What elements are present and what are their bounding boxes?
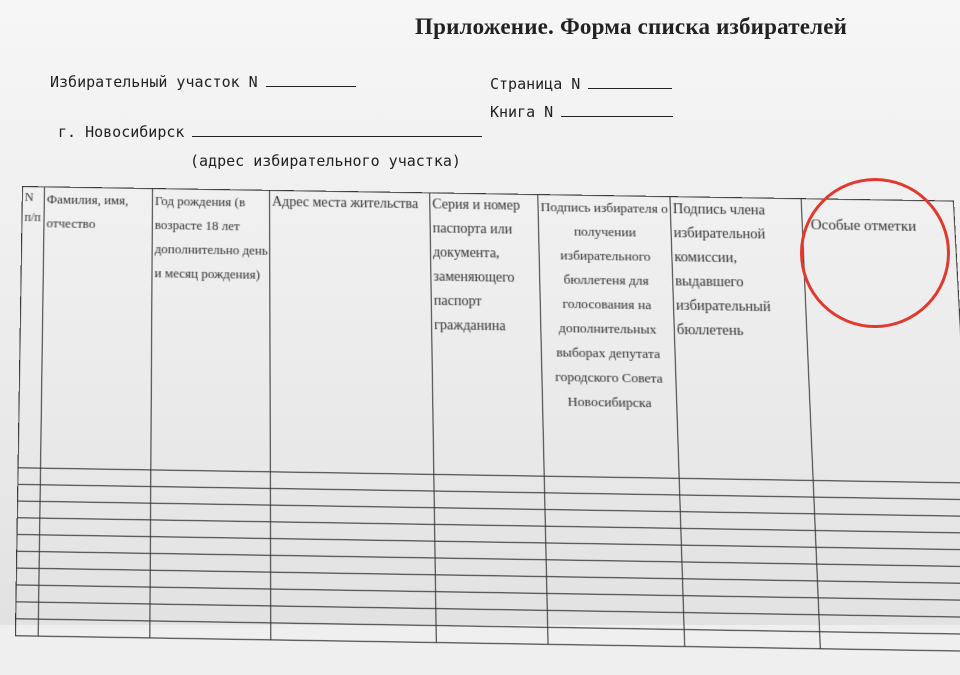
- table-cell: [434, 508, 545, 526]
- table-cell: [38, 619, 150, 638]
- book-number-blank: [561, 102, 673, 117]
- table-cell: [38, 602, 150, 621]
- city-label: г. Новосибирск: [58, 123, 185, 141]
- book-number-label: Книга N: [490, 103, 554, 121]
- header-special-notes: Особые отметки: [801, 199, 960, 483]
- table-cell: [40, 485, 151, 503]
- table-cell: [435, 575, 547, 594]
- table-cell: [434, 491, 545, 509]
- table-cell: [434, 474, 545, 492]
- document-title: Приложение. Форма списка избирателей: [415, 14, 848, 39]
- table-cell: [17, 501, 40, 518]
- book-number-field: [490, 102, 673, 121]
- table-cell: [151, 470, 271, 489]
- header-voter-signature: Подпись избирателя о получении избирательного бюллетеня для голосования на дополнительных выборах депутата городского Совета Новосибирска: [538, 195, 679, 479]
- table-cell: [15, 619, 38, 636]
- table-cell: [684, 630, 820, 649]
- table-cell: [16, 602, 39, 619]
- address-field: [58, 122, 482, 141]
- table-cell: [40, 468, 151, 486]
- table-cell: [546, 560, 682, 579]
- table-cell: [16, 551, 39, 568]
- address-blank: [192, 122, 482, 137]
- table-cell: [16, 568, 39, 585]
- table-cell: [17, 518, 40, 535]
- header-residence-address: Адрес места жительства: [270, 190, 434, 474]
- header-commission-signature: Подпись члена избирательной комиссии, выдавшего избирательный бюллетень: [670, 197, 813, 481]
- table-cell: [435, 541, 546, 560]
- table-cell: [39, 585, 150, 604]
- table-cell: [436, 626, 548, 645]
- table-cell: [40, 518, 151, 537]
- page-number-blank: [588, 74, 672, 89]
- table-cell: [548, 627, 685, 646]
- table-cell: [547, 577, 684, 596]
- table-cell: [39, 552, 150, 571]
- precinct-blank: [266, 72, 356, 87]
- table-cell: [435, 558, 546, 577]
- table-cell: [40, 501, 151, 519]
- red-circle-annotation: [800, 178, 950, 328]
- header-number: N п/п: [18, 187, 44, 469]
- table-cell: [150, 621, 271, 640]
- table-cell: [150, 587, 271, 606]
- table-cell: [547, 593, 684, 612]
- table-cell: [151, 503, 271, 522]
- address-caption: (адрес избирательного участка): [190, 152, 461, 170]
- table-cell: [150, 520, 270, 539]
- table-cell: [682, 562, 818, 581]
- table-cell: [39, 535, 150, 554]
- table-cell: [16, 585, 39, 602]
- table-cell: [150, 553, 270, 572]
- table-cell: [435, 524, 546, 543]
- table-cell: [18, 484, 41, 501]
- table-cell: [150, 537, 270, 556]
- table-cell: [684, 613, 820, 632]
- precinct-field: [50, 72, 356, 91]
- table-cell: [683, 596, 819, 615]
- page-number-field: [490, 74, 672, 93]
- table-cell: [151, 487, 271, 506]
- page-number-label: Страница N: [490, 75, 581, 93]
- precinct-label: Избирательный участок N: [50, 73, 258, 91]
- header-full-name: Фамилия, имя, отчество: [41, 187, 153, 470]
- table-cell: [682, 579, 818, 598]
- table-cell: [18, 468, 41, 485]
- table-cell: [150, 604, 271, 623]
- header-birth-year: Год рождения (в возрасте 18 лет дополнительно день и месяц рождения): [151, 189, 271, 472]
- table-body: [15, 468, 960, 651]
- table-cell: [820, 632, 960, 652]
- table-cell: [271, 623, 437, 643]
- table-cell: [681, 528, 816, 547]
- table-cell: [17, 534, 40, 551]
- table-cell: [39, 568, 150, 587]
- header-passport: Серия и номер паспорта или документа, заменяющего паспорт гражданина: [430, 193, 545, 476]
- table-cell: [150, 570, 271, 589]
- table-cell: [436, 592, 548, 611]
